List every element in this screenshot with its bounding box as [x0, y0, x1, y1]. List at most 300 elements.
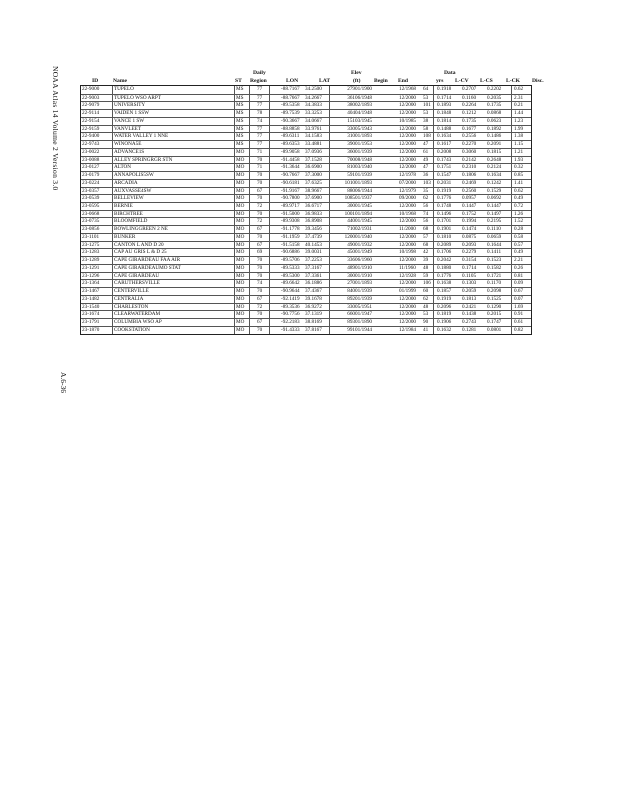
table-row	[81, 132, 531, 140]
cell-id: 23-1101	[82, 233, 100, 240]
cell-elev: 1200	[344, 233, 355, 240]
cell-lon: -91.5000	[281, 210, 300, 217]
cell-lcs: 0.1212	[462, 110, 477, 117]
cell-st: MS	[236, 94, 244, 101]
cell-name: ALLEY SPRINGRGR STN	[114, 156, 173, 163]
cell-name: COOKSTATION	[114, 326, 150, 333]
cell-lon: -89.5706	[281, 257, 300, 264]
table-row	[81, 156, 531, 164]
cell-id: 22-9000	[82, 86, 100, 92]
cell-begin: 01/1939	[355, 172, 373, 179]
cell-end: 12/1979	[399, 187, 417, 194]
table-row	[81, 279, 531, 287]
header-lcs: L-CS	[480, 78, 493, 84]
cell-id: 23-0088	[82, 156, 100, 163]
cell-yrs: 47	[423, 164, 429, 171]
cell-region: 74	[257, 117, 263, 124]
cell-lcs: 0.2560	[462, 187, 477, 194]
cell-end: 12/2000	[399, 233, 417, 240]
cell-region: 72	[257, 203, 263, 210]
table-row	[81, 163, 531, 171]
table-row	[81, 303, 531, 311]
cell-region: 70	[257, 272, 263, 279]
cell-end: 12/2000	[399, 241, 417, 248]
cell-id: 22-9003	[82, 94, 100, 101]
cell-region: 70	[257, 311, 263, 318]
cell-st: MS	[236, 141, 244, 148]
cell-lck: 0.1447	[487, 203, 502, 210]
cell-elev: 270	[347, 280, 355, 287]
column-divider	[234, 86, 235, 334]
cell-elev: 330	[347, 303, 355, 310]
cell-disc: 1.93	[514, 156, 524, 163]
cell-lcs: 0.1303	[462, 280, 477, 287]
cell-elev: 880	[347, 187, 355, 194]
table-row	[81, 248, 531, 256]
cell-lat: 34.2500	[305, 86, 322, 92]
cell-id: 23-1870	[82, 326, 100, 333]
cell-end: 12/2000	[399, 218, 417, 225]
cell-lcs: 0.1281	[462, 326, 477, 333]
cell-lcv: 0.1488	[437, 125, 452, 132]
cell-lcs: 0.0957	[462, 195, 477, 202]
cell-end: 12/2000	[399, 303, 417, 310]
cell-begin: 04/1948	[355, 110, 373, 117]
cell-begin: 02/1893	[355, 102, 373, 109]
cell-begin: 05/1951	[355, 303, 373, 310]
cell-lcv: 0.1810	[437, 233, 452, 240]
cell-region: 78	[257, 110, 263, 117]
cell-lcv: 0.1748	[437, 203, 452, 210]
cell-st: MO	[236, 187, 245, 194]
column-divider	[269, 86, 270, 334]
table-row	[81, 217, 531, 225]
cell-lcs: 0.3154	[462, 257, 477, 264]
cell-elev: 300	[347, 272, 355, 279]
cell-id: 23-0179	[82, 172, 100, 179]
cell-lon: -90.9644	[281, 288, 300, 295]
table-row	[81, 233, 531, 241]
header-name: Name	[113, 78, 127, 84]
page-number	[60, 372, 73, 402]
cell-name: BUNKER	[114, 233, 136, 240]
cell-lck: 0.0659	[487, 233, 502, 240]
cell-name: CARUTHERSVILLE	[114, 280, 160, 287]
table-row	[81, 125, 531, 133]
cell-disc: 1.69	[514, 303, 524, 310]
header-region: Region	[250, 78, 267, 84]
cell-lck: 0.1497	[487, 210, 502, 217]
cell-st: MO	[236, 156, 245, 163]
cell-id: 22-9114	[82, 110, 100, 117]
cell-st: MO	[236, 272, 245, 279]
cell-st: MO	[236, 203, 245, 210]
cell-lcv: 0.1632	[437, 326, 452, 333]
cell-lcs: 0.2469	[462, 179, 477, 186]
cell-yrs: 108	[423, 133, 431, 140]
cell-name: CHARLESTON	[114, 303, 149, 310]
cell-disc: 0.67	[514, 288, 524, 295]
cell-name: TUPELO WSO ARPT	[114, 94, 161, 101]
cell-elev: 1085	[344, 195, 355, 202]
cell-disc: 0.62	[514, 86, 524, 92]
cell-elev: 991	[347, 326, 355, 333]
cell-lck: 0.2202	[487, 86, 502, 92]
cell-begin: 01/1900	[355, 86, 373, 92]
cell-lon: -89.6311	[281, 133, 300, 140]
cell-yrs: 62	[423, 195, 429, 202]
cell-lck: 0.2091	[487, 141, 502, 148]
cell-lck: 0.2124	[487, 164, 502, 171]
cell-yrs: 57	[423, 233, 429, 240]
station-table	[80, 69, 544, 335]
cell-end: 12/2000	[399, 156, 417, 163]
cell-disc: 1.23	[514, 117, 524, 124]
cell-lcv: 0.2042	[437, 257, 452, 264]
cell-lcv: 0.1701	[437, 218, 452, 225]
cell-lck: 0.0692	[487, 195, 502, 202]
cell-lcs: 0.2743	[462, 319, 477, 326]
cell-lon: -90.3667	[281, 117, 300, 124]
cell-lat: 37.1319	[305, 311, 322, 318]
cell-name: VANCE 1 SW	[114, 117, 145, 124]
cell-lck: 0.2015	[487, 311, 502, 318]
cell-elev: 1001	[344, 210, 355, 217]
cell-yrs: 90	[423, 319, 429, 326]
cell-end: 12/2000	[399, 148, 417, 155]
cell-elev: 404	[347, 110, 355, 117]
cell-name: CLEARWATERDAM	[114, 311, 161, 318]
side-running-header	[51, 66, 73, 308]
cell-elev: 336	[347, 257, 355, 264]
cell-st: MO	[236, 249, 245, 256]
cell-name: WINONA5E	[114, 141, 142, 148]
cell-lon: -90.7800	[281, 195, 300, 202]
page-number-text: A.6-36	[59, 372, 68, 394]
cell-lat: 37.2253	[305, 257, 322, 264]
cell-lon: -89.6353	[281, 141, 300, 148]
cell-lcv: 0.1638	[437, 280, 452, 287]
cell-yrs: 101	[423, 102, 431, 109]
cell-st: MS	[236, 133, 244, 140]
table-row	[81, 101, 531, 109]
cell-st: MO	[236, 195, 245, 202]
table-row	[81, 225, 531, 233]
cell-elev: 1010	[344, 179, 355, 186]
cell-name: WATER VALLEY 1 NNE	[114, 133, 169, 140]
cell-disc: 0.26	[514, 264, 524, 271]
cell-begin: 06/1960	[355, 257, 373, 264]
cell-region: 70	[257, 264, 263, 271]
cell-lck: 0.1735	[487, 102, 502, 109]
table-row	[81, 117, 531, 125]
cell-disc: 0.49	[514, 249, 524, 256]
cell-lcs: 0.0875	[462, 233, 477, 240]
cell-yrs: 48	[423, 264, 429, 271]
cell-st: MO	[236, 311, 245, 318]
cell-disc: 0.21	[514, 102, 524, 109]
cell-name: BLOOMFIELD	[114, 218, 148, 225]
cell-end: 09/2000	[399, 195, 417, 202]
cell-disc: 1.52	[514, 218, 524, 225]
cell-disc: 0.72	[514, 203, 524, 210]
cell-region: 70	[257, 288, 263, 295]
cell-region: 67	[257, 187, 263, 194]
cell-elev: 300	[347, 203, 355, 210]
cell-lon: -90.6181	[281, 179, 300, 186]
header-daily: Daily	[253, 70, 266, 76]
cell-st: MO	[236, 295, 245, 302]
cell-lcv: 0.1919	[437, 187, 452, 194]
cell-name: UNIVERSITY	[114, 102, 146, 109]
cell-lck: 0.1892	[487, 125, 502, 132]
cell-id: 23-1291	[82, 264, 100, 271]
cell-begin: 05/1943	[355, 125, 373, 132]
cell-lat: 37.0936	[305, 148, 322, 155]
cell-lck: 0.1634	[487, 172, 502, 179]
table-row	[81, 326, 531, 334]
cell-lat: 34.3833	[305, 102, 322, 109]
table-row	[81, 109, 531, 117]
cell-elev: 490	[347, 241, 355, 248]
cell-st: MO	[236, 319, 245, 326]
table-row	[81, 256, 531, 264]
cell-disc: 2.31	[514, 94, 524, 101]
cell-yrs: 47	[423, 141, 429, 148]
cell-yrs: 53	[423, 311, 429, 318]
cell-end: 12/2000	[399, 311, 417, 318]
table-row	[81, 194, 531, 202]
header-ft: (ft)	[353, 78, 361, 84]
cell-lat: 34.2667	[305, 94, 322, 101]
cell-end: 12/2000	[399, 133, 417, 140]
header-yrs: yrs	[436, 78, 444, 84]
cell-region: 67	[257, 241, 263, 248]
cell-st: MO	[236, 264, 245, 271]
cell-begin: 01/1945	[355, 203, 373, 210]
header-id: ID	[92, 78, 99, 84]
cell-lcs: 0.2556	[462, 133, 477, 140]
cell-disc: 1.44	[514, 110, 524, 117]
cell-lat: 34.1583	[305, 133, 322, 140]
cell-elev: 330	[347, 125, 355, 132]
cell-elev: 390	[347, 141, 355, 148]
cell-end: 11/1960	[399, 264, 416, 271]
cell-lcs: 0.2059	[462, 288, 477, 295]
cell-lat: 36.6717	[305, 203, 322, 210]
cell-disc: 0.07	[514, 295, 524, 302]
atlas-title-text: NOAA Atlas 14 Volume 2 Version 3.0	[51, 66, 60, 191]
cell-lck: 0.2098	[487, 288, 502, 295]
cell-name: ARCADIA	[114, 179, 138, 186]
cell-lcs: 0.2421	[462, 303, 477, 310]
cell-lat: 39.3456	[305, 226, 322, 233]
cell-lcv: 0.1906	[437, 319, 452, 326]
cell-lat: 33.4881	[305, 141, 322, 148]
cell-lat: 37.8167	[305, 326, 322, 333]
cell-lck: 0.1525	[487, 295, 502, 302]
cell-lck: 0.2648	[487, 156, 502, 163]
cell-lat: 36.1886	[305, 280, 322, 287]
cell-name: CENTRALIA	[114, 295, 144, 302]
cell-yrs: 64	[423, 86, 429, 92]
cell-end: 12/2000	[399, 295, 417, 302]
cell-disc: 0.58	[514, 233, 524, 240]
cell-id: 23-0022	[82, 148, 100, 155]
cell-id: 23-1296	[82, 272, 100, 279]
cell-end: 12/2000	[399, 102, 417, 109]
cell-lck: 0.1815	[487, 148, 502, 155]
cell-begin: 01/1893	[355, 280, 373, 287]
cell-lcs: 0.1994	[462, 218, 477, 225]
cell-region: 72	[257, 218, 263, 225]
cell-lat: 37.3000	[305, 172, 322, 179]
cell-st: MO	[236, 148, 245, 155]
cell-begin: 03/1940	[355, 164, 373, 171]
cell-begin: 01/1937	[355, 195, 373, 202]
cell-id: 23-0668	[82, 210, 100, 217]
cell-begin: 01/1949	[355, 249, 373, 256]
table-row	[81, 86, 531, 94]
cell-lon: -90.7667	[281, 172, 300, 179]
header-lcv: L-CV	[455, 78, 469, 84]
cell-lcv: 0.1901	[437, 226, 452, 233]
cell-lon: -91.5158	[281, 241, 300, 248]
cell-elev: 591	[347, 172, 355, 179]
cell-lck: 0.1721	[487, 272, 502, 279]
cell-lon: -89.7539	[281, 110, 300, 117]
cell-yrs: 56	[423, 203, 429, 210]
cell-elev: 360	[347, 148, 355, 155]
cell-lck: 0.0623	[487, 117, 502, 124]
cell-lcs: 0.1438	[462, 311, 477, 318]
cell-lck: 0.1523	[487, 257, 502, 264]
cell-id: 23-1467	[82, 288, 100, 295]
cell-end: 12/2000	[399, 141, 417, 148]
cell-lat: 37.3167	[305, 264, 322, 271]
table-row	[81, 179, 531, 187]
cell-begin: 01/1910	[355, 264, 373, 271]
cell-region: 77	[257, 102, 263, 109]
cell-elev: 710	[347, 226, 355, 233]
cell-lon: -91.4333	[281, 326, 300, 333]
cell-elev: 810	[347, 164, 355, 171]
cell-name: CAPE GIRARDEAU	[114, 272, 160, 279]
header-elev: Elev	[351, 70, 362, 76]
cell-name: VAIDEN 1 SSW	[114, 110, 150, 117]
cell-st: MO	[236, 257, 245, 264]
cell-region: 70	[257, 210, 263, 217]
cell-begin: 01/1939	[355, 295, 373, 302]
cell-lon: -91.9167	[281, 187, 300, 194]
cell-yrs: 103	[423, 179, 431, 186]
cell-begin: 01/1893	[355, 179, 373, 186]
cell-elev: 310	[347, 133, 355, 140]
header-data: Data	[444, 70, 456, 76]
cell-id: 23-1275	[82, 241, 100, 248]
cell-region: 67	[257, 226, 263, 233]
cell-elev: 893	[347, 319, 355, 326]
cell-disc: 1.26	[514, 210, 524, 217]
cell-lcv: 0.1714	[437, 94, 452, 101]
cell-disc: 0.85	[514, 172, 524, 179]
cell-region: 77	[257, 125, 263, 132]
cell-name: COLUMBIA WSO AP	[114, 319, 162, 326]
cell-name: TUPELO	[114, 86, 134, 92]
cell-begin: 06/1948	[355, 94, 373, 101]
cell-begin: 01/1944	[355, 326, 373, 333]
cell-end: 10/1968	[399, 210, 417, 217]
cell-begin: 03/1945	[355, 117, 373, 124]
cell-yrs: 53	[423, 110, 429, 117]
cell-id: 23-1482	[82, 295, 100, 302]
table-row	[81, 287, 531, 295]
cell-lon: -89.9058	[281, 148, 300, 155]
table-header	[80, 69, 544, 85]
cell-begin: 01/1953	[355, 141, 373, 148]
cell-lck: 0.2195	[487, 218, 502, 225]
cell-elev: 380	[347, 102, 355, 109]
cell-lat: 33.3253	[305, 110, 322, 117]
cell-st: MO	[236, 226, 245, 233]
cell-id: 22-9159	[82, 125, 100, 132]
cell-name: CAP AU GRIS L & D 25	[114, 249, 167, 256]
cell-lcv: 0.1751	[437, 164, 452, 171]
cell-id: 23-0224	[82, 179, 100, 186]
cell-region: 70	[257, 257, 263, 264]
cell-elev: 361	[347, 94, 355, 101]
table-body	[80, 85, 532, 335]
cell-name: AUXVASSE4SW	[114, 187, 152, 194]
cell-disc: 2.21	[514, 257, 524, 264]
cell-begin: 01/1894	[355, 210, 373, 217]
cell-st: MS	[236, 102, 244, 109]
cell-lck: 0.1529	[487, 187, 502, 194]
cell-region: 74	[257, 280, 263, 287]
header-st: ST	[235, 78, 242, 84]
cell-lat: 39.1678	[305, 295, 322, 302]
cell-end: 12/2000	[399, 125, 417, 132]
cell-lcs: 0.1105	[462, 272, 477, 279]
cell-name: ALTON	[114, 164, 132, 171]
table-row	[81, 264, 531, 272]
cell-lcv: 0.1819	[437, 311, 452, 318]
cell-disc: 0.82	[514, 326, 524, 333]
cell-lck: 0.1170	[487, 280, 502, 287]
column-divider	[511, 86, 512, 334]
cell-begin: 01/1932	[355, 241, 373, 248]
cell-lcv: 0.1496	[437, 210, 452, 217]
header-disc: Disc.	[532, 78, 544, 84]
cell-lcs: 0.1677	[462, 125, 477, 132]
column-divider	[112, 86, 113, 334]
cell-region: 77	[257, 86, 263, 92]
cell-name: BERNIE	[114, 203, 133, 210]
cell-st: MO	[236, 172, 245, 179]
cell-lcs: 0.1806	[462, 172, 477, 179]
cell-region: 70	[257, 172, 263, 179]
cell-lat: 36.6900	[305, 164, 322, 171]
cell-region: 70	[257, 233, 263, 240]
cell-disc: 0.62	[514, 187, 524, 194]
cell-lcs: 0.1813	[462, 295, 477, 302]
cell-yrs: 49	[423, 156, 429, 163]
cell-id: 22-9079	[82, 102, 100, 109]
cell-lck: 0.1411	[487, 249, 502, 256]
cell-disc: 0.28	[514, 226, 524, 233]
cell-name: BOWLINGGREEN 2 NE	[114, 226, 168, 233]
cell-region: 71	[257, 164, 263, 171]
